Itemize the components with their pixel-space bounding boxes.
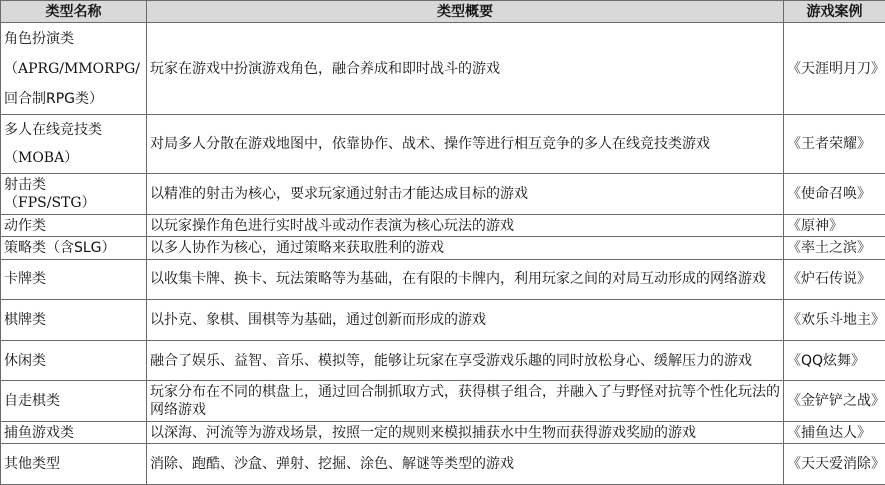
summary-cell: 以玩家操作角色进行实时战斗或动作表演为核心玩法的游戏 bbox=[147, 214, 784, 236]
case-cell: 《原神》 bbox=[784, 214, 885, 236]
table-row bbox=[1, 23, 885, 115]
case-cell: 《天天爱消除》 bbox=[784, 444, 885, 485]
table-row bbox=[1, 421, 885, 443]
case-cell: 《捕鱼达人》 bbox=[784, 421, 885, 443]
header-cases: 游戏案例 bbox=[784, 1, 885, 23]
type-cell: 棋牌类 bbox=[1, 300, 147, 341]
case-cell: 《天涯明月刀》 bbox=[784, 23, 885, 115]
type-cell bbox=[1, 23, 147, 115]
summary-cell: 玩家分布在不同的棋盘上，通过回合制抓取方式，获得棋子组合，并融入了与野怪对抗等个性化玩法的网络游戏 bbox=[147, 381, 784, 422]
header-summary: 类型概要 bbox=[147, 1, 784, 23]
case-cell: 《王者荣耀》 bbox=[784, 115, 885, 174]
type-cell bbox=[1, 174, 147, 215]
case-cell: 《率土之滨》 bbox=[784, 237, 885, 259]
summary-cell: 融合了娱乐、益智、音乐、模拟等，能够让玩家在享受游戏乐趣的同时放松身心、缓解压力的游戏 bbox=[147, 340, 784, 381]
type-line: 多人在线竞技类 bbox=[4, 122, 102, 139]
table-row bbox=[1, 259, 885, 300]
case-cell: 《使命召唤》 bbox=[784, 174, 885, 215]
summary-cell: 对局多人分散在游戏地图中，依靠协作、战术、操作等进行相互竞争的多人在线竞技类游戏 bbox=[147, 115, 784, 174]
type-cell: 动作类 bbox=[1, 214, 147, 236]
type-line: 射击类 bbox=[4, 177, 46, 194]
table-row bbox=[1, 340, 885, 381]
summary-cell: 以精准的射击为核心，要求玩家通过射击才能达成目标的游戏 bbox=[147, 174, 784, 215]
type-line: 角色扮演类 bbox=[4, 30, 74, 47]
table-row bbox=[1, 237, 885, 259]
table-row bbox=[1, 115, 885, 174]
table-row bbox=[1, 300, 885, 341]
table-row bbox=[1, 174, 885, 215]
table-row bbox=[1, 381, 885, 422]
type-line: （MOBA） bbox=[4, 150, 79, 167]
type-line: 回合制RPG类） bbox=[4, 90, 104, 107]
summary-cell: 以多人协作为核心，通过策略来获取胜利的游戏 bbox=[147, 237, 784, 259]
type-cell: 捕鱼游戏类 bbox=[1, 421, 147, 443]
type-cell: 其他类型 bbox=[1, 444, 147, 485]
header-type: 类型名称 bbox=[1, 1, 147, 23]
summary-cell: 以深海、河流等为游戏场景，按照一定的规则来模拟捕获水中生物而获得游戏奖励的游戏 bbox=[147, 421, 784, 443]
summary-cell: 以扑克、象棋、围棋等为基础，通过创新而形成的游戏 bbox=[147, 300, 784, 341]
table-row bbox=[1, 444, 885, 485]
type-cell: 自走棋类 bbox=[1, 381, 147, 422]
table-row bbox=[1, 214, 885, 236]
type-cell bbox=[1, 115, 147, 174]
type-cell: 休闲类 bbox=[1, 340, 147, 381]
case-cell: 《欢乐斗地主》 bbox=[784, 300, 885, 341]
case-cell: 《金铲铲之战》 bbox=[784, 381, 885, 422]
type-cell: 策略类（含SLG） bbox=[1, 237, 147, 259]
header-row bbox=[1, 1, 885, 23]
type-line: （FPS/STG） bbox=[4, 195, 96, 212]
type-line: （APRG/MMORPG/ bbox=[4, 60, 140, 77]
case-cell: 《QQ炫舞》 bbox=[784, 340, 885, 381]
summary-cell: 消除、跑酷、沙盒、弹射、挖掘、涂色、解谜等类型的游戏 bbox=[147, 444, 784, 485]
case-cell: 《炉石传说》 bbox=[784, 259, 885, 300]
summary-cell: 以收集卡牌、换卡、玩法策略等为基础，在有限的卡牌内，利用玩家之间的对局互动形成的网络游戏 bbox=[147, 259, 784, 300]
type-cell: 卡牌类 bbox=[1, 259, 147, 300]
summary-cell: 玩家在游戏中扮演游戏角色，融合养成和即时战斗的游戏 bbox=[147, 23, 784, 115]
